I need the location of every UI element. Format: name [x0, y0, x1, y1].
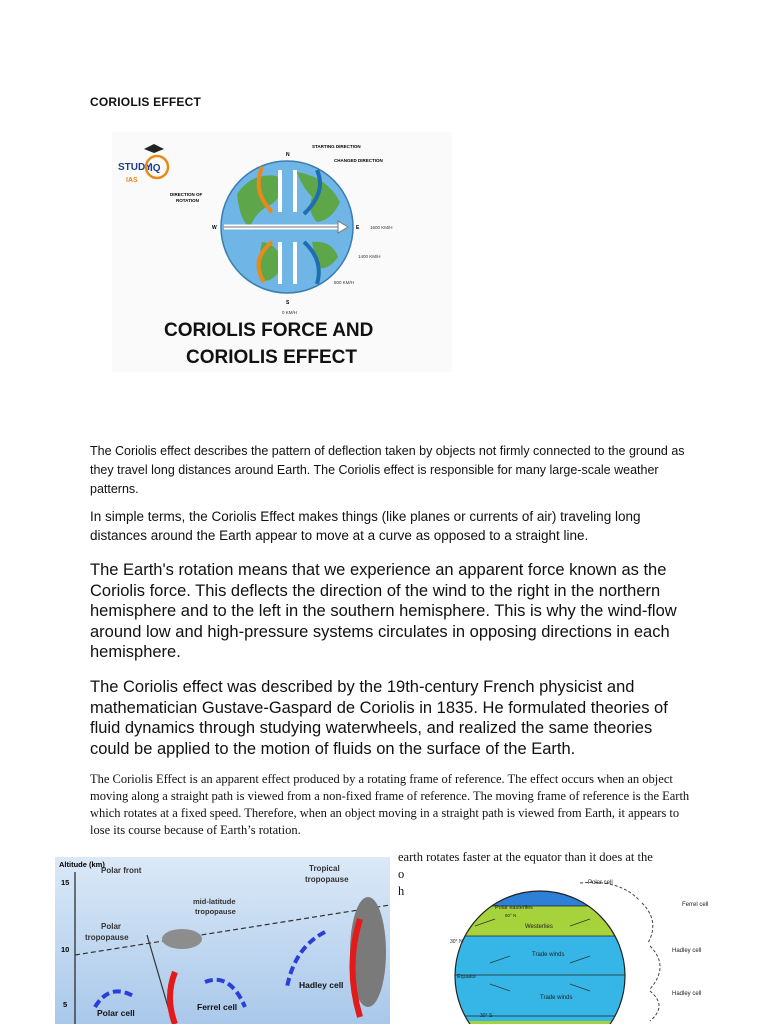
- label-polar-cell-globe: Polar cell: [588, 880, 613, 886]
- label-speed-1600: 1600 KM/H: [370, 225, 393, 230]
- label-direction-of: DIRECTION OF: [170, 192, 203, 197]
- label-mid-latitude: mid-latitude: [193, 897, 236, 906]
- paragraph-apparent-effect: The Coriolis Effect is an apparent effect produced by a rotating frame of reference. The effect occurs when an object moving along a straight path is viewed from a non-fixed frame of reference. The moving frame of reference is the Earth which rotates at a fixed speed. Therefore, when an object moving in a straight path is viewed from Earth, it appears to lose its course because of Earth’s rotation.: [90, 772, 690, 837]
- paragraph-definition: The Coriolis effect describes the pattern of deflection taken by objects not firmly connected to the ground as they travel long distances around Earth. The Coriolis effect is responsible for many large-scale weather patterns.: [90, 444, 685, 496]
- figure-title-line1: CORIOLIS FORCE AND: [164, 320, 374, 341]
- label-mid-latitude-tropopause: tropopause: [195, 907, 236, 916]
- label-polar-tropopause: tropopause: [85, 933, 129, 942]
- label-speed-0: 0 KM/H: [282, 310, 298, 315]
- label-west: W: [212, 225, 217, 231]
- paragraph-equator-line1: earth rotates faster at the equator than it does at the: [398, 850, 653, 864]
- label-hadley-cell: Hadley cell: [299, 980, 344, 990]
- label-trade-winds-north: Trade winds: [532, 952, 565, 958]
- coriolis-globe-svg: [112, 132, 452, 372]
- label-30n: 30° N: [450, 939, 463, 945]
- atmospheric-cells-figure: [55, 857, 390, 1024]
- atmospheric-cells-svg: [55, 857, 390, 1024]
- label-tropical: Tropical: [309, 864, 340, 873]
- label-tropical-tropopause: tropopause: [305, 875, 349, 884]
- page-heading: CORIOLIS EFFECT: [90, 95, 201, 109]
- label-polar-front: Polar front: [101, 866, 142, 875]
- coriolis-globe-figure: [112, 132, 452, 372]
- logo-text-study: STUDY: [118, 162, 152, 173]
- paragraph-earth-rotation: The Earth's rotation means that we experience an apparent force known as the Coriolis force. This deflects the direction of the wind to the right in the northern hemisphere and to the left in the southern hemisphere. This is why the wind-flow around low and high-pressure systems circulates in opposing directions in each hemisphere.: [90, 561, 677, 661]
- label-polar-cell: Polar cell: [97, 1008, 135, 1018]
- label-polar: Polar: [101, 922, 122, 931]
- label-equator: Equator: [457, 974, 477, 980]
- label-hadley-cell-globe-2: Hadley cell: [672, 991, 702, 997]
- label-speed-1400: 1400 KM/H: [358, 254, 381, 259]
- altitude-label: Altitude (km): [59, 860, 105, 869]
- label-ferrel-cell: Ferrel cell: [197, 1002, 238, 1012]
- label-east: E: [356, 225, 360, 231]
- paragraph-equator-line2: o: [398, 867, 405, 881]
- label-hadley-cell-globe-1: Hadley cell: [672, 948, 702, 954]
- paragraph-history: The Coriolis effect was described by the 19th-century French physicist and mathematician Gustave-Gaspard de Coriolis in 1835. He formulated theories of fluid dynamics through studying waterwheels, and realized the same theories could be applied to the motion of fluids on the surface of the Earth.: [90, 678, 668, 758]
- cloud-icon: [162, 929, 202, 949]
- label-changed-direction: CHANGED DIRECTION: [334, 158, 383, 163]
- label-speed-800: 800 KM/H: [334, 280, 355, 285]
- logo-text-ias: IAS: [126, 177, 138, 184]
- label-starting-direction: STARTING DIRECTION: [312, 144, 361, 149]
- label-polar-easterlies: Polar easterlies: [495, 905, 533, 911]
- label-30s: 30° S: [480, 1013, 493, 1019]
- logo-text-iq: IQ: [150, 163, 161, 174]
- global-circulation-figure: [450, 871, 718, 1024]
- tick-5: 5: [63, 1000, 68, 1009]
- label-ferrel-cell-globe: Ferrel cell: [682, 902, 709, 908]
- label-60n: 60° N: [505, 913, 517, 918]
- label-trade-winds-south: Trade winds: [540, 995, 573, 1001]
- tick-10: 10: [61, 945, 70, 954]
- label-south: S: [286, 300, 290, 306]
- figure-title-line2: CORIOLIS EFFECT: [186, 347, 357, 368]
- paragraph-equator-line3: h: [398, 884, 405, 898]
- label-rotation: ROTATION: [176, 198, 199, 203]
- label-north: N: [286, 152, 290, 158]
- global-circulation-svg: [450, 871, 718, 1024]
- label-westerlies: Westerlies: [525, 924, 553, 930]
- tick-15: 15: [61, 878, 70, 887]
- paragraph-simple-terms: In simple terms, the Coriolis Effect makes things (like planes or currents of air) traveling long distances around the Earth appear to move at a curve as opposed to a straight line.: [90, 509, 641, 543]
